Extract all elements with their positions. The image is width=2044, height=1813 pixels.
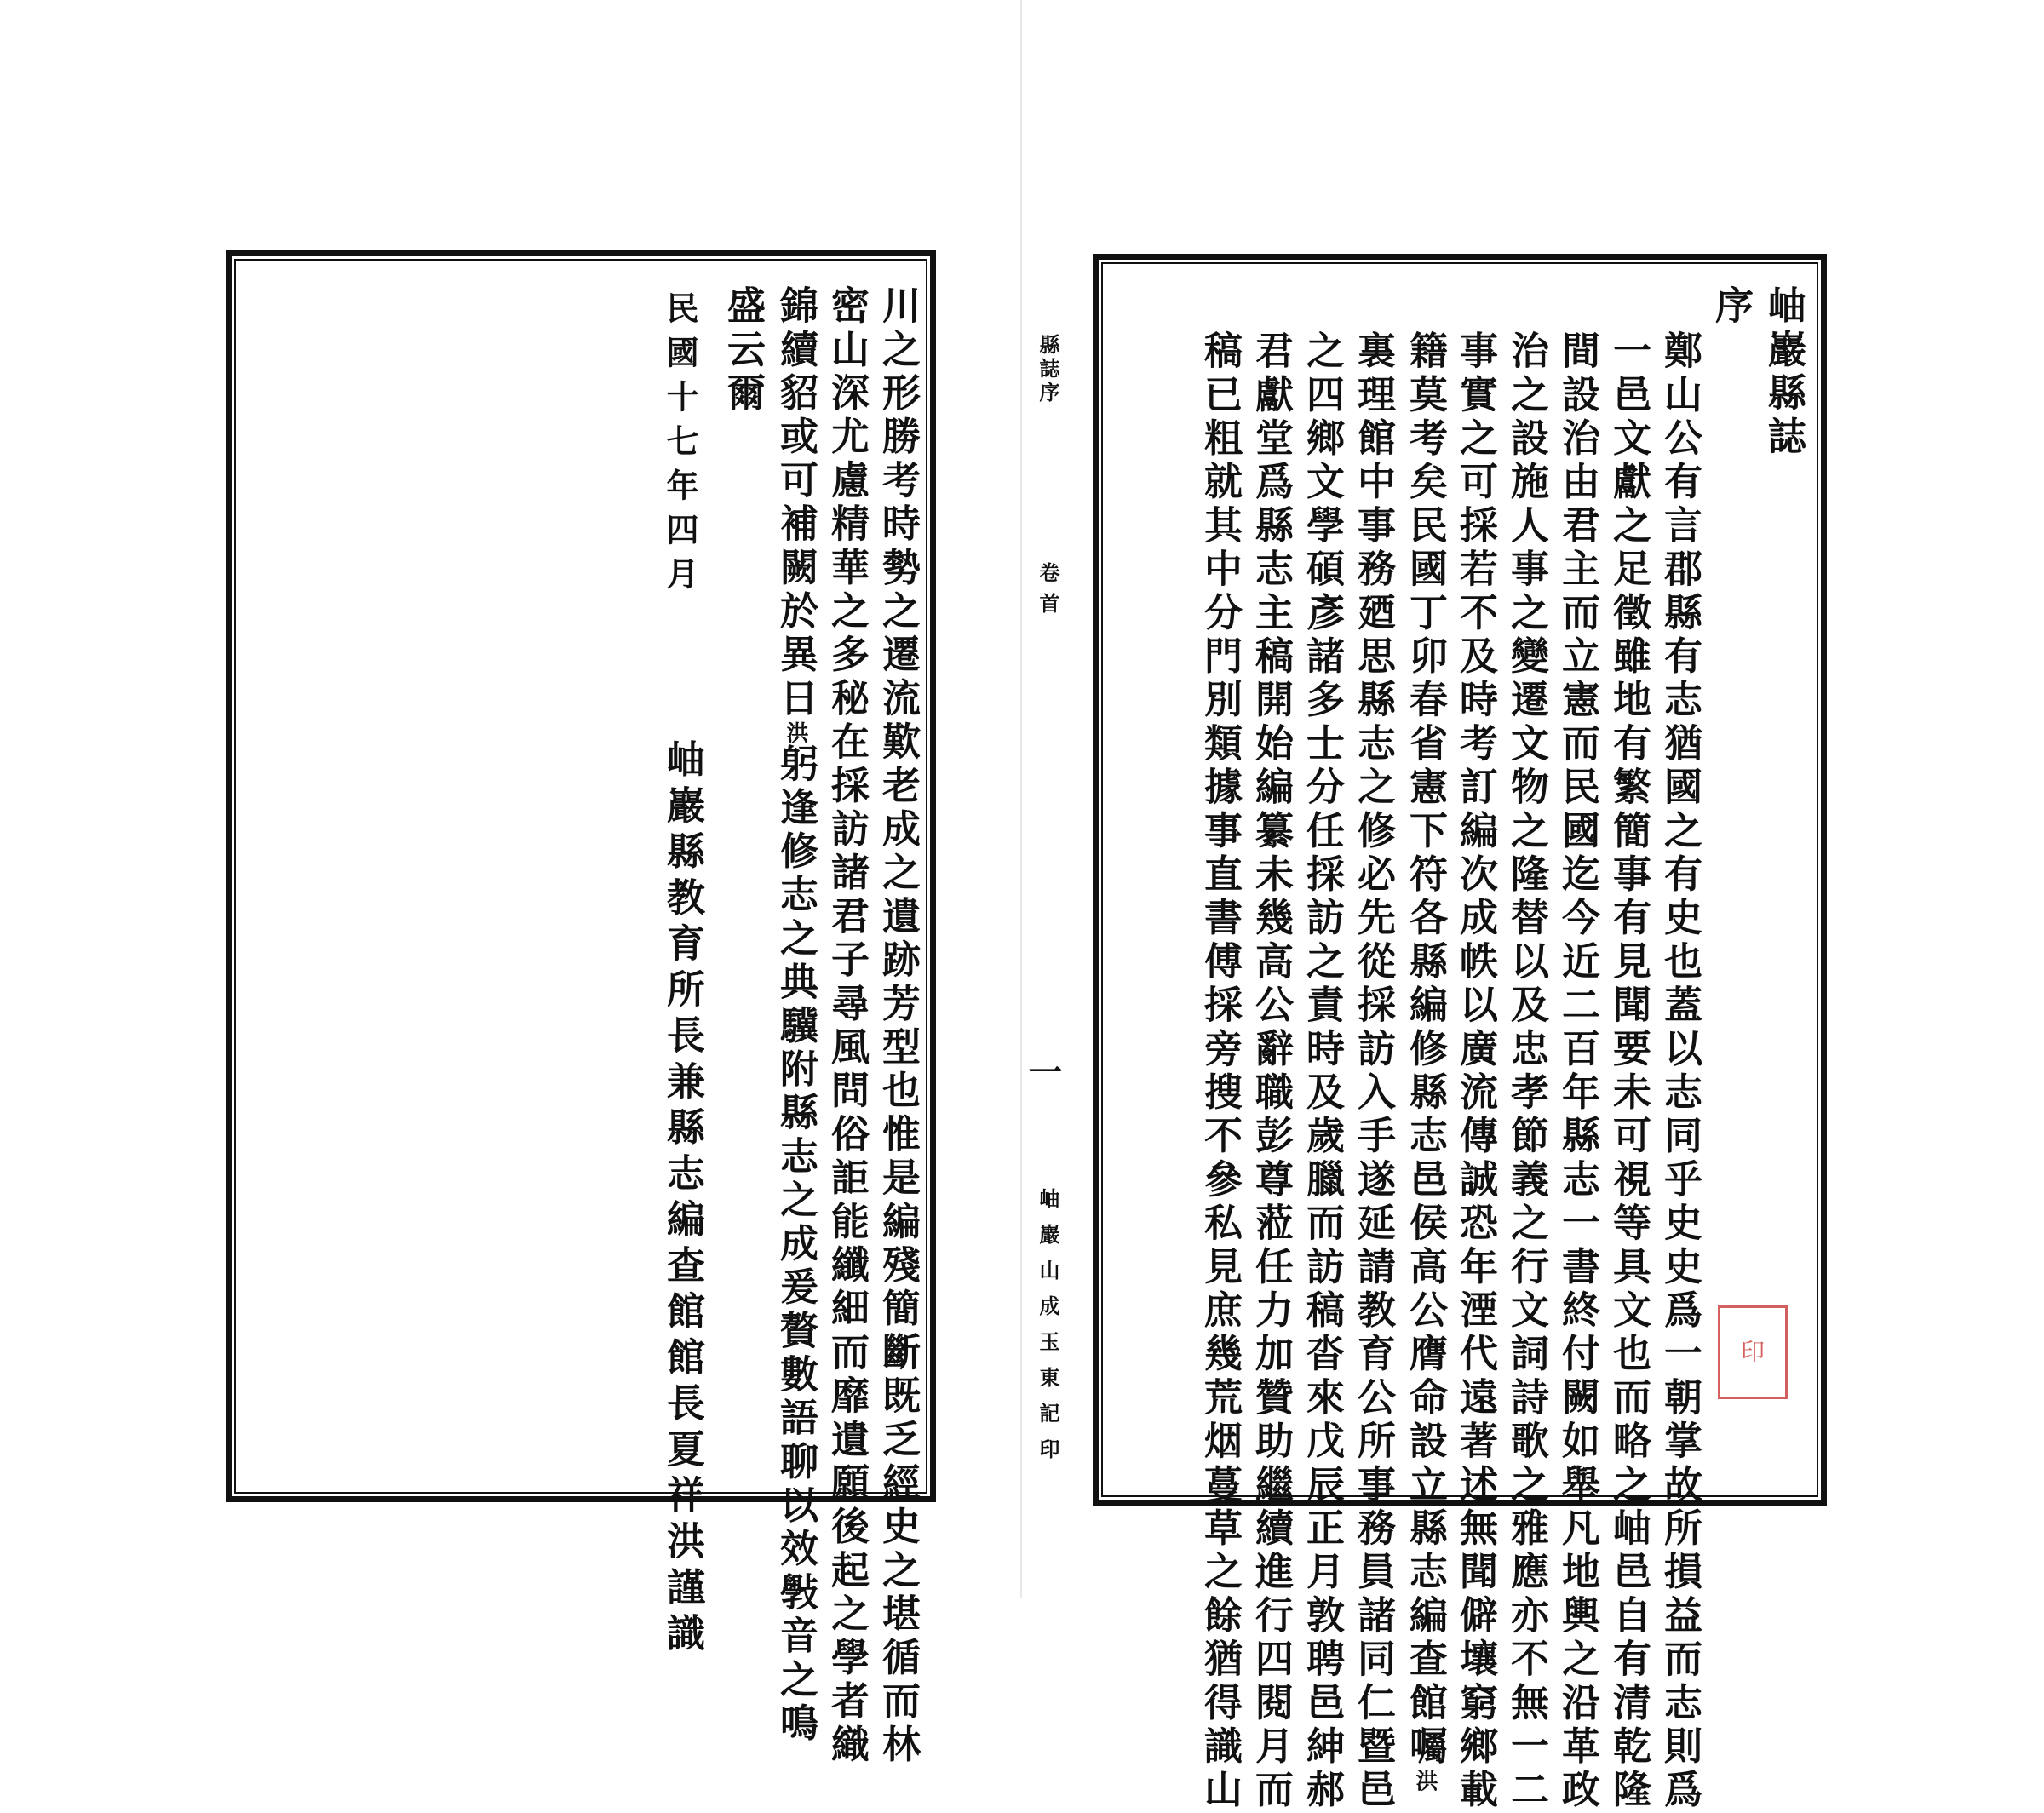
book-title: 岫巖縣誌 <box>1761 285 1806 460</box>
signature-line: 岫巖縣教育所長兼縣志編查館館長夏祥洪謹識 <box>660 739 705 1659</box>
left-text-column-1: 川之形勝考時勢之遷流歎老成之遺跡芳型也惟是編殘簡斷既乏經史之堪循而林 <box>876 285 921 1768</box>
section-title: 序 <box>1708 285 1754 330</box>
center-caption: 縣誌序 <box>1036 334 1060 405</box>
right-text-column-3: 間設治由君主而立憲而民國迄今近二百年縣志一書終付闕如舉凡地輿之沿革政 <box>1555 330 1600 1813</box>
right-text-column-2: 一邑文獻之足徵雖地有繁簡事有見聞要未可視等具文也而略之岫邑自有清乾隆 <box>1606 330 1651 1813</box>
left-column-3-text: 錦續貂或可補闕於異日 <box>773 285 818 721</box>
printer-imprint: 岫巖山成玉東記印 <box>1036 1188 1060 1474</box>
seal-glyph: 印 <box>1740 1338 1765 1366</box>
left-text-column-3 <box>773 285 818 1747</box>
right-text-column-10: 稿已粗就其中分門別類據事直書傅採旁搜不參私見庶幾荒烟蔓草之餘猶得識山 <box>1197 330 1243 1813</box>
author-name-small-right: 洪 <box>1412 1769 1438 1792</box>
right-text-column-1: 鄭山公有言郡縣有志猶國之有史也蓋以志同乎史史爲一朝掌故所損益而志則爲 <box>1657 330 1702 1813</box>
page-gutter <box>1020 0 1022 1598</box>
left-text-column-4: 盛云爾 <box>721 285 766 416</box>
right-text-column-4: 治之設施人事之變遷文物之隆替以及忠孝節義之行文詞詩歌之雅應亦不無一二 <box>1504 330 1549 1813</box>
center-juan: 卷首 <box>1036 562 1060 623</box>
page-number: 一 <box>1023 1054 1063 1092</box>
right-text-column-7: 裏理館中事務廼思縣志之修必先從採訪入手遂延請教育公所事務員諸同仁暨邑 <box>1351 330 1396 1813</box>
author-name-small: 洪 <box>783 721 808 743</box>
right-text-column-8: 之四鄉文學碩彥諸多士分任採訪之責時及歲臘而訪稿沓來戊辰正月敦聘邑紳郝 <box>1300 330 1345 1813</box>
left-column-3-tail: 躬逢修志之典驥附縣志之成爰贅數語聊以效斅音之鳴 <box>773 743 818 1747</box>
left-text-column-2: 密山深尤慮精華之多秘在採訪諸君子尋風問俗詎能纖細而靡遺願後起之學者織 <box>824 285 870 1768</box>
right-column-6-text: 籍莫考矣民國丁卯春省憲下符各縣編修縣志邑侯高公膺命設立縣志編查館囑 <box>1403 330 1448 1770</box>
right-text-column-9: 君獻堂爲縣志主稿開始編纂未幾高公辭職彭尊蒞任力加贊助繼續進行四閱月而 <box>1249 330 1294 1813</box>
right-text-column-6 <box>1403 330 1448 1792</box>
right-text-column-5: 事實之可採若不及時考訂編次成帙以廣流傳誠恐年湮代遠著述無聞僻壤窮鄉載 <box>1453 330 1498 1813</box>
red-seal-stamp <box>1718 1305 1788 1399</box>
date-line: 民國十七年四月 <box>661 291 699 601</box>
